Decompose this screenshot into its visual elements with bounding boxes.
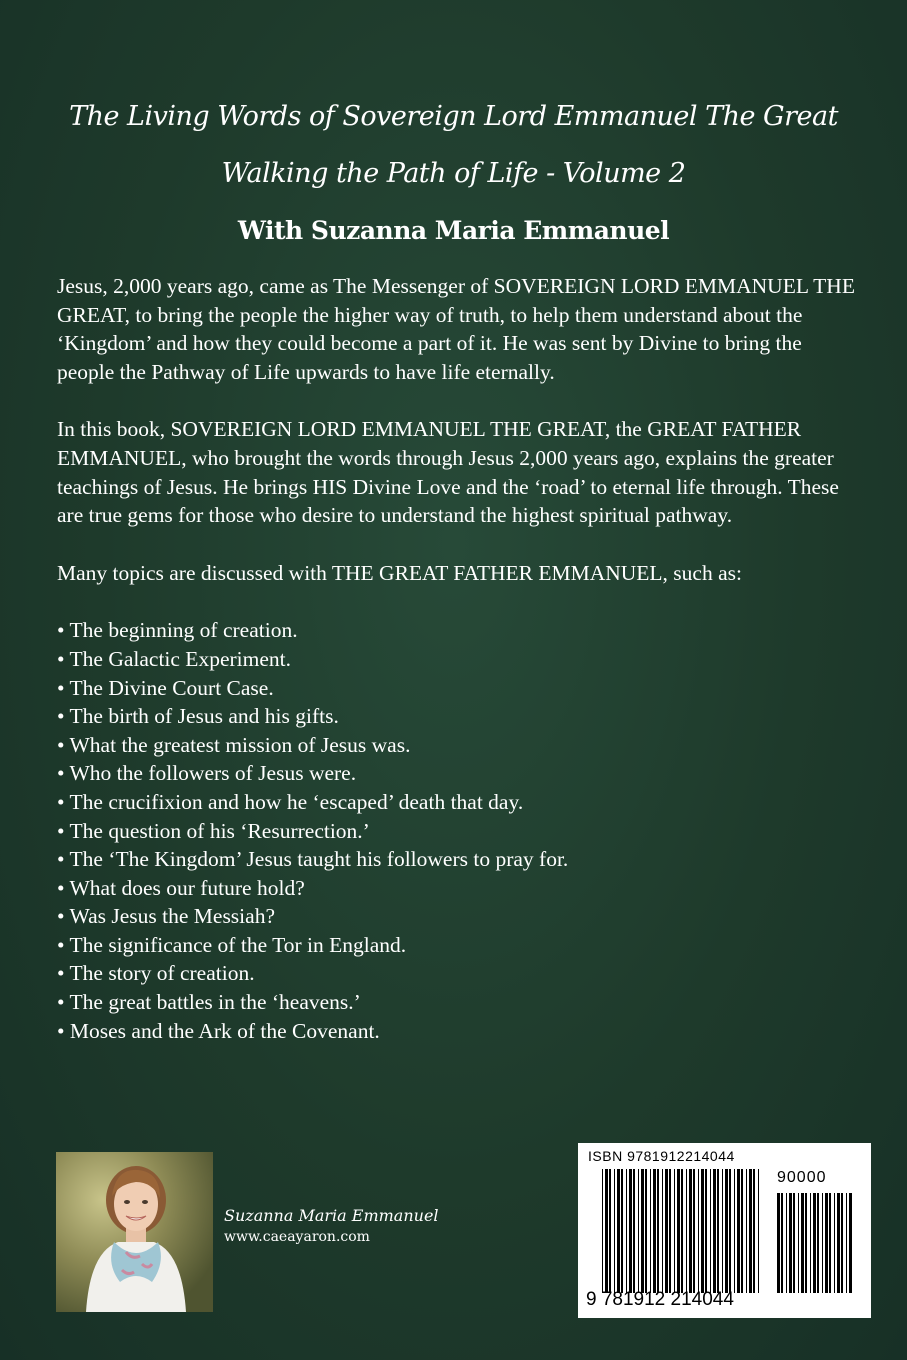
topic-item: • What does our future hold? [57, 875, 305, 900]
isbn-digits: 9 781912 214044 [586, 1289, 734, 1310]
barcode-bar [602, 1169, 603, 1293]
blurb-paragraph-2: In this book, SOVEREIGN LORD EMMANUEL THE GREAT, the GREAT FATHER EMMANUEL, who brought the words through Jesus 2,000 years ago, explains the greater teachings of Jesus. He brings HIS Divine Love and the ‘road’ to eternal life through. These are true gems for those who desire to understand the highest spiritual pathway. [57, 417, 839, 528]
barcode-bar [609, 1169, 611, 1293]
blurb-paragraph-3: Many topics are discussed with THE GREAT FATHER EMMANUEL, such as: [57, 560, 742, 585]
author-credit: With Suzanna Maria Emmanuel [237, 216, 670, 245]
barcode-bar [641, 1169, 644, 1293]
barcode-bar [621, 1169, 623, 1293]
barcode-bar [849, 1193, 852, 1293]
barcode-bar [793, 1193, 795, 1293]
topic-item: • The Divine Court Case. [57, 675, 274, 700]
barcode-bar [693, 1169, 695, 1293]
barcode-bar [650, 1169, 651, 1293]
author-portrait-image [56, 1152, 213, 1312]
barcode-bar [653, 1169, 656, 1293]
barcode-bar [758, 1169, 759, 1293]
barcode-bar [617, 1169, 620, 1293]
topic-item: • The significance of the Tor in England. [57, 932, 407, 957]
barcode-bar [813, 1193, 816, 1293]
barcode-bar [686, 1169, 687, 1293]
barcode-bar [749, 1169, 752, 1293]
barcode-bar [605, 1169, 608, 1293]
barcode-bar [701, 1169, 704, 1293]
topic-item: • Who the followers of Jesus were. [57, 761, 357, 786]
barcode-bar [822, 1193, 823, 1293]
topic-item: • Was Jesus the Messiah? [57, 904, 275, 929]
topic-item: • What the greatest mission of Jesus was. [57, 732, 411, 757]
barcode-bar [665, 1169, 668, 1293]
topic-item: • The beginning of creation. [57, 618, 298, 643]
topic-item: • The question of his ‘Resurrection.’ [57, 818, 370, 843]
barcode-bar [829, 1193, 831, 1293]
barcode-bar [645, 1169, 647, 1293]
blurb-paragraph-1: Jesus, 2,000 years ago, came as The Messenger of SOVEREIGN LORD EMMANUEL THE GREAT, to bring the people the higher way of truth, to help them understand about the ‘Kingdom’ and how they could become a part of it. He was sent by Divine to bring the people the Pathway of Life upwards to have life eternally. [57, 274, 855, 384]
barcode-bar [837, 1193, 840, 1293]
barcode-bar [753, 1169, 755, 1293]
topics-list [57, 616, 857, 1045]
barcode-bar [825, 1193, 828, 1293]
cover-header [0, 88, 907, 259]
barcode-bar [789, 1193, 792, 1293]
barcode-bar [777, 1193, 780, 1293]
barcode-bar [698, 1169, 699, 1293]
book-title: Walking the Path of Life - Volume 2 [221, 158, 686, 189]
topic-item: • The birth of Jesus and his gifts. [57, 704, 339, 729]
isbn-label: ISBN 9781912214044 [588, 1148, 735, 1164]
barcode-bar [729, 1169, 731, 1293]
barcode-bar [662, 1169, 663, 1293]
barcode-bar [681, 1169, 683, 1293]
barcode-bar [705, 1169, 707, 1293]
barcode-bar [734, 1169, 735, 1293]
barcode-bar [614, 1169, 615, 1293]
barcode-bar [669, 1169, 671, 1293]
topic-item: • The great battles in the ‘heavens.’ [57, 990, 361, 1015]
barcode-bar [817, 1193, 819, 1293]
author-info [224, 1205, 439, 1247]
topic-item: • The crucifixion and how he ‘escaped’ death that day. [57, 789, 524, 814]
barcode-bar [713, 1169, 716, 1293]
barcode-bar [657, 1169, 659, 1293]
barcode-bar [834, 1193, 835, 1293]
barcode-bar [781, 1193, 783, 1293]
barcode-bar [722, 1169, 723, 1293]
barcode-bar [746, 1169, 747, 1293]
barcode-bar [841, 1193, 843, 1293]
price-code: 90000 [777, 1169, 827, 1186]
barcode-bar [710, 1169, 711, 1293]
topic-item: • The ‘The Kingdom’ Jesus taught his followers to pray for. [57, 847, 569, 872]
barcode-bar [810, 1193, 811, 1293]
barcode-bar [786, 1193, 787, 1293]
isbn-barcode [578, 1143, 871, 1318]
barcode-bar [677, 1169, 680, 1293]
barcode-bar [737, 1169, 740, 1293]
barcode-bar [626, 1169, 627, 1293]
author-website: www.caeayaron.com [224, 1229, 370, 1245]
author-photo [56, 1152, 213, 1312]
barcode-bar [674, 1169, 675, 1293]
barcode-bar [846, 1193, 847, 1293]
barcode-bar [638, 1169, 639, 1293]
barcode-bar [741, 1169, 743, 1293]
barcode-bar [629, 1169, 632, 1293]
topic-item: • Moses and the Ark of the Covenant. [57, 1018, 380, 1043]
barcode-bar [689, 1169, 692, 1293]
series-title: The Living Words of Sovereign Lord Emmanuel The Great [69, 101, 838, 132]
blurb [57, 272, 857, 1045]
topic-item: • The story of creation. [57, 961, 255, 986]
barcode-bar [805, 1193, 807, 1293]
barcode-bar [717, 1169, 719, 1293]
barcode-bar [801, 1193, 804, 1293]
topic-item: • The Galactic Experiment. [57, 646, 291, 671]
barcode-bar [725, 1169, 728, 1293]
barcode-bar [633, 1169, 635, 1293]
author-name: Suzanna Maria Emmanuel [224, 1206, 439, 1225]
barcode-bar [798, 1193, 799, 1293]
